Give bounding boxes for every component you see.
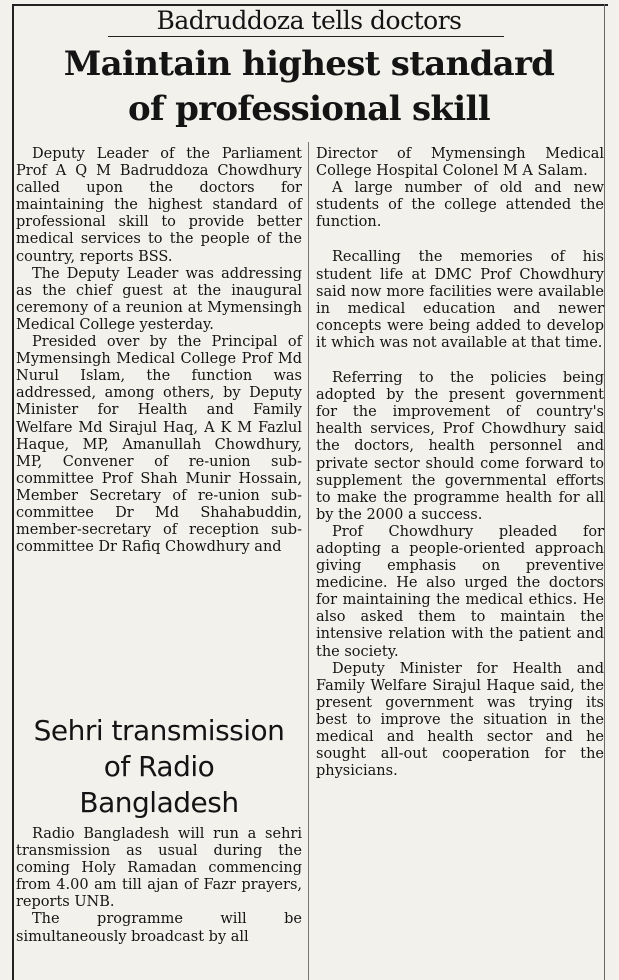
headline-line-1: Maintain highest standard [63, 44, 555, 84]
paragraph: Deputy Leader of the Parliament Prof A Q M Badruddoza Chowdhury called upon the doctors for maintaining the highest standard of professional skill to provide better medical services to the people of the country, reports BSS. [16, 146, 302, 265]
sub-headline-line-1: Sehri transmission [33, 714, 285, 747]
paragraph: Radio Bangladesh will run a sehri transmission as usual during the coming Holy Ramadan commencing from 4.00 am till ajan of Fazr prayers, reports UNB. [16, 826, 302, 911]
sub-headline-line-3: Bangladesh [79, 786, 239, 819]
column-divider [308, 142, 309, 980]
frame-right-rule [604, 4, 605, 980]
headline-line-2: of professional skill [128, 89, 490, 129]
left-column [16, 146, 302, 556]
second-article-headline [16, 713, 302, 821]
right-column [316, 146, 604, 780]
kicker-underline [108, 36, 504, 37]
article-headline [14, 42, 604, 132]
paragraph: Recalling the memories of his student life at DMC Prof Chowdhury said now more facilities were available in medical education and newer concepts were being added to develop it which was not available at that time. [316, 249, 604, 351]
paragraph: Prof Chowdhury pleaded for adopting a people-oriented approach giving emphasis on preventive medicine. He also urged the doctors for maintaining the medical ethics. He also asked them to maintain the intensive relation with the patient and the society. [316, 523, 604, 660]
paragraph-continued: Director of Mymensingh Medical College Hospital Colonel M A Salam. [316, 146, 604, 180]
paragraph: A large number of old and new students of the college attended the function. [316, 180, 604, 231]
paragraph: Presided over by the Principal of Mymensingh Medical College Prof Md Nurul Islam, the function was addressed, among others, by Deputy Minister for Health and Family Welfare Md Sirajul Haq, A K M Fazlul Haque, MP, Amanullah Chowdhury, MP, Convener of re-union sub-committee Prof Shah Munir Hossain, Member Secretary of re-union sub-committee Dr Md Shahabuddin, member-secretary of reception sub-committee Dr Rafiq Chowdhury and [16, 334, 302, 556]
frame-left-rule [12, 4, 14, 980]
sub-headline-line-2: of Radio [103, 750, 215, 783]
second-article-body [16, 826, 302, 946]
paragraph: Referring to the policies being adopted by the present government for the improvement of country's health services, Prof Chowdhury said the doctors, health personnel and private sector should come forward to supplement the governmental efforts to make the programme health for all by the 2000 a success. [316, 370, 604, 523]
paragraph: Deputy Minister for Health and Family Welfare Sirajul Haque said, the present government was trying its best to improve the situation in the medical and health sector and he sought all-out cooperation for the physicians. [316, 660, 604, 780]
paragraph: The Deputy Leader was addressing as the chief guest at the inaugural ceremony of a reunion at Mymensingh Medical College yesterday. [16, 265, 302, 333]
article-kicker: Badruddoza tells doctors [156, 6, 462, 35]
paragraph: The programme will be simultaneously broadcast by all [16, 911, 302, 945]
